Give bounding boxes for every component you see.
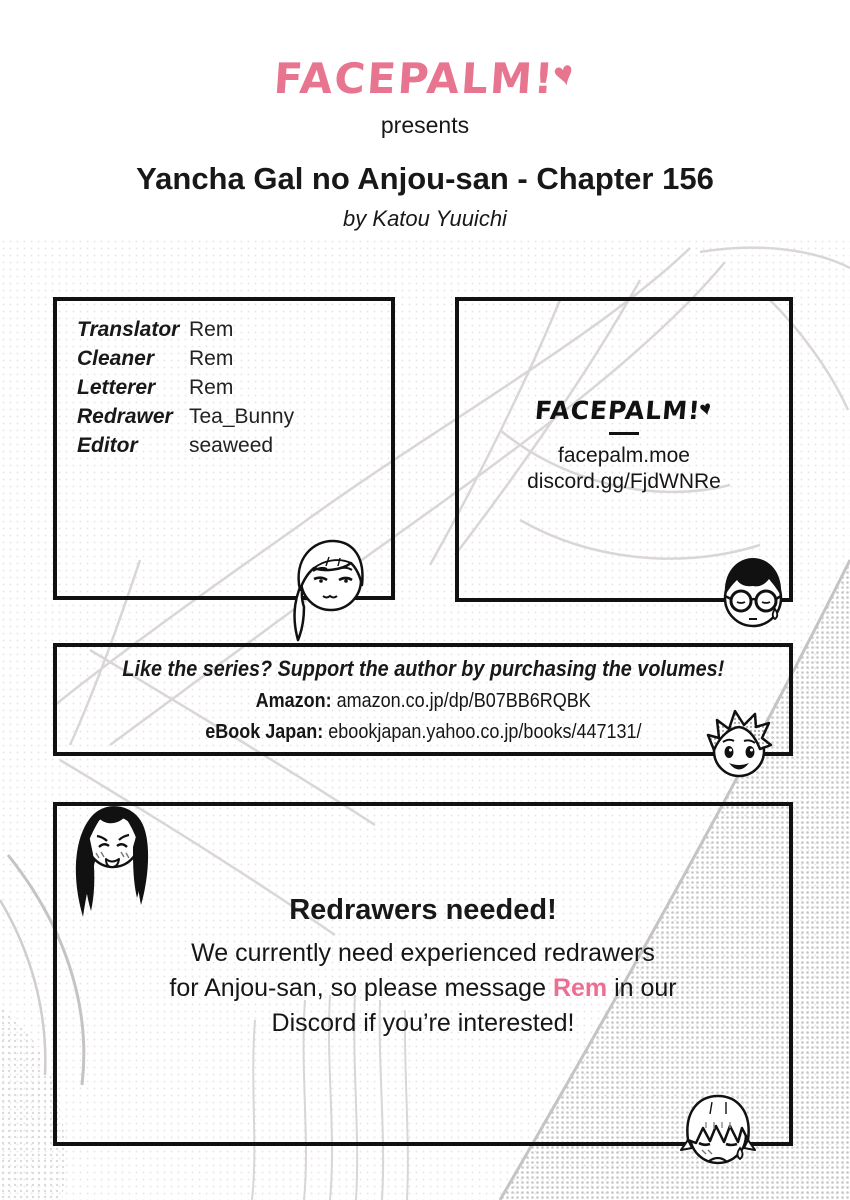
support-headline: Like the series? Support the author by purchasing the volumes! bbox=[122, 656, 724, 681]
group-mini-logo-text: FACEPALM! bbox=[533, 396, 702, 425]
credit-name: Rem bbox=[189, 376, 234, 399]
credit-role: Letterer bbox=[77, 376, 156, 399]
recruiter-name: Rem bbox=[552, 974, 608, 1002]
heart-icon: ♥ bbox=[697, 397, 715, 422]
credit-role: Cleaner bbox=[77, 347, 155, 370]
group-mini-logo bbox=[459, 396, 789, 425]
group-logo bbox=[0, 54, 850, 103]
credit-row-cleaner bbox=[77, 344, 377, 373]
chibi-glasses-boy-icon bbox=[710, 543, 795, 643]
chibi-gloomy-kid-icon bbox=[666, 1080, 771, 1180]
credit-row-translator bbox=[77, 315, 377, 344]
group-logo-text: FACEPALM! bbox=[272, 54, 557, 103]
recruitment-line-1: We currently need experienced redrawers bbox=[191, 939, 655, 967]
author-byline: by Katou Yuuichi bbox=[343, 206, 507, 231]
credit-name: Rem bbox=[189, 318, 234, 341]
credits-list bbox=[77, 315, 377, 460]
ebook-japan-url: ebookjapan.yahoo.co.jp/books/447131/ bbox=[322, 721, 642, 743]
credit-role: Redrawer bbox=[77, 405, 173, 428]
credit-row-letterer bbox=[77, 373, 377, 402]
chapter-title: Yancha Gal no Anjou-san - Chapter 156 bbox=[136, 161, 714, 196]
credit-role: Editor bbox=[77, 434, 138, 457]
recruitment-body bbox=[57, 936, 789, 1041]
credit-name: Rem bbox=[189, 347, 234, 370]
recruitment-line-2: for Anjou-san, so please message Rem in our bbox=[169, 974, 677, 1002]
presents-label: presents bbox=[380, 112, 470, 138]
credit-name: Tea_Bunny bbox=[189, 405, 295, 428]
credit-row-redrawer bbox=[77, 402, 377, 431]
amazon-link-line bbox=[57, 690, 789, 713]
credit-row-editor bbox=[77, 431, 377, 460]
recruitment-line-3: Discord if you’re interested! bbox=[271, 1009, 575, 1037]
credit-name: seaweed bbox=[189, 434, 274, 457]
chibi-anjou-smug-icon bbox=[276, 518, 376, 643]
heart-icon: ♥ bbox=[549, 53, 579, 96]
recruitment-info bbox=[57, 894, 789, 1041]
ebook-japan-label: eBook Japan: bbox=[204, 721, 323, 743]
group-website: facepalm.moe bbox=[558, 444, 690, 467]
chibi-longhair-girl-icon bbox=[55, 785, 160, 920]
amazon-label: Amazon: bbox=[255, 690, 332, 712]
support-info bbox=[57, 656, 789, 744]
chibi-tone-hair-kid-icon bbox=[697, 693, 780, 788]
group-info bbox=[459, 396, 789, 495]
amazon-url: amazon.co.jp/dp/B07BB6RQBK bbox=[331, 690, 591, 712]
recruitment-heading: Redrawers needed! bbox=[289, 894, 557, 926]
credit-role: Translator bbox=[77, 318, 180, 341]
divider bbox=[609, 432, 639, 435]
group-discord: discord.gg/FjdWNRe bbox=[527, 470, 721, 493]
ebook-link-line bbox=[57, 721, 789, 744]
